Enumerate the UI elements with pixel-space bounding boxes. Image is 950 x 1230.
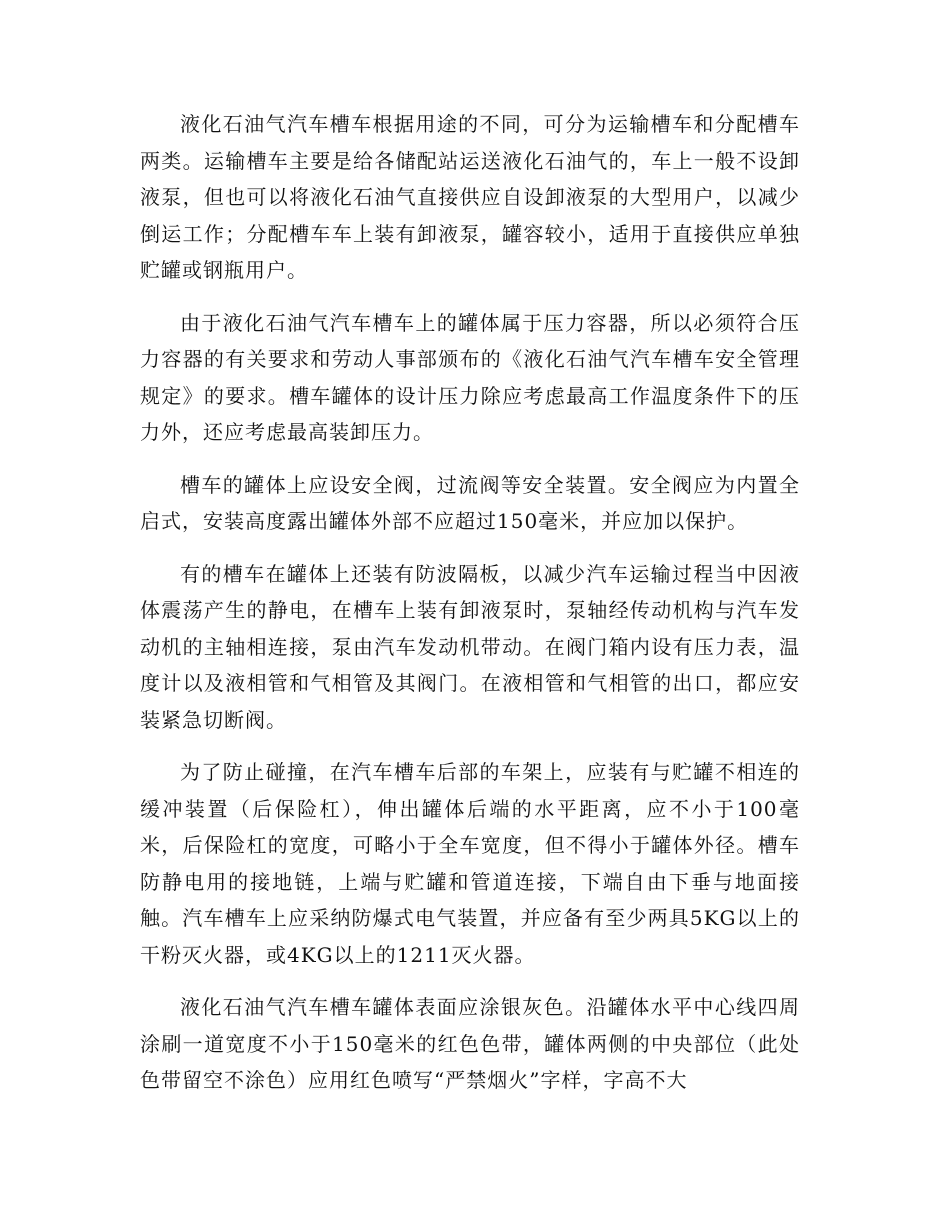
paragraph-2: 由于液化石油气汽车槽车上的罐体属于压力容器，所以必须符合压力容器的有关要求和劳动人事部颁布的《液化石油气汽车槽车安全管理规定》的要求。槽车罐体的设计压力除应考虑最高工作温度条件下的压力外，还应考虑最高装卸压力。: [140, 310, 800, 444]
paragraph-6: 液化石油气汽车槽车罐体表面应涂银灰色。沿罐体水平中心线四周涂刷一道宽度不小于150毫米的红色色带，罐体两侧的中央部位（此处色带留空不涂色）应用红色喷写“严禁烟火”字样，字高不大: [140, 995, 800, 1092]
document-body: [140, 106, 800, 1115]
paragraph-5: 为了防止碰撞，在汽车槽车后部的车架上，应装有与贮罐不相连的缓冲装置（后保险杠），伸出罐体后端的水平距离，应不小于100毫米，后保险杠的宽度，可略小于全车宽度，但不得小于罐体外径。槽车防静电用的接地链，上端与贮罐和管道连接，下端自由下垂与地面接触。汽车槽车上应采纳防爆式电气装置，并应备有至少两具5KG以上的干粉灭火器，或4KG以上的1211灭火器。: [140, 760, 800, 967]
paragraph-4: 有的槽车在罐体上还装有防波隔板，以减少汽车运输过程当中因液体震荡产生的静电，在槽车上装有卸液泵时，泵轴经传动机构与汽车发动机的主轴相连接，泵由汽车发动机带动。在阀门箱内设有压力表，温度计以及液相管和气相管及其阀门。在液相管和气相管的出口，都应安装紧急切断阀。: [140, 561, 800, 732]
paragraph-1: 液化石油气汽车槽车根据用途的不同，可分为运输槽车和分配槽车两类。运输槽车主要是给各储配站运送液化石油气的，车上一般不设卸液泵，但也可以将液化石油气直接供应自设卸液泵的大型用户，以减少倒运工作；分配槽车车上装有卸液泵，罐容较小，适用于直接供应单独贮罐或钢瓶用户。: [140, 112, 800, 282]
paragraph-3: 槽车的罐体上应设安全阀，过流阀等安全装置。安全阀应为内置全启式，安装高度露出罐体外部不应超过150毫米，并应加以保护。: [140, 472, 800, 533]
